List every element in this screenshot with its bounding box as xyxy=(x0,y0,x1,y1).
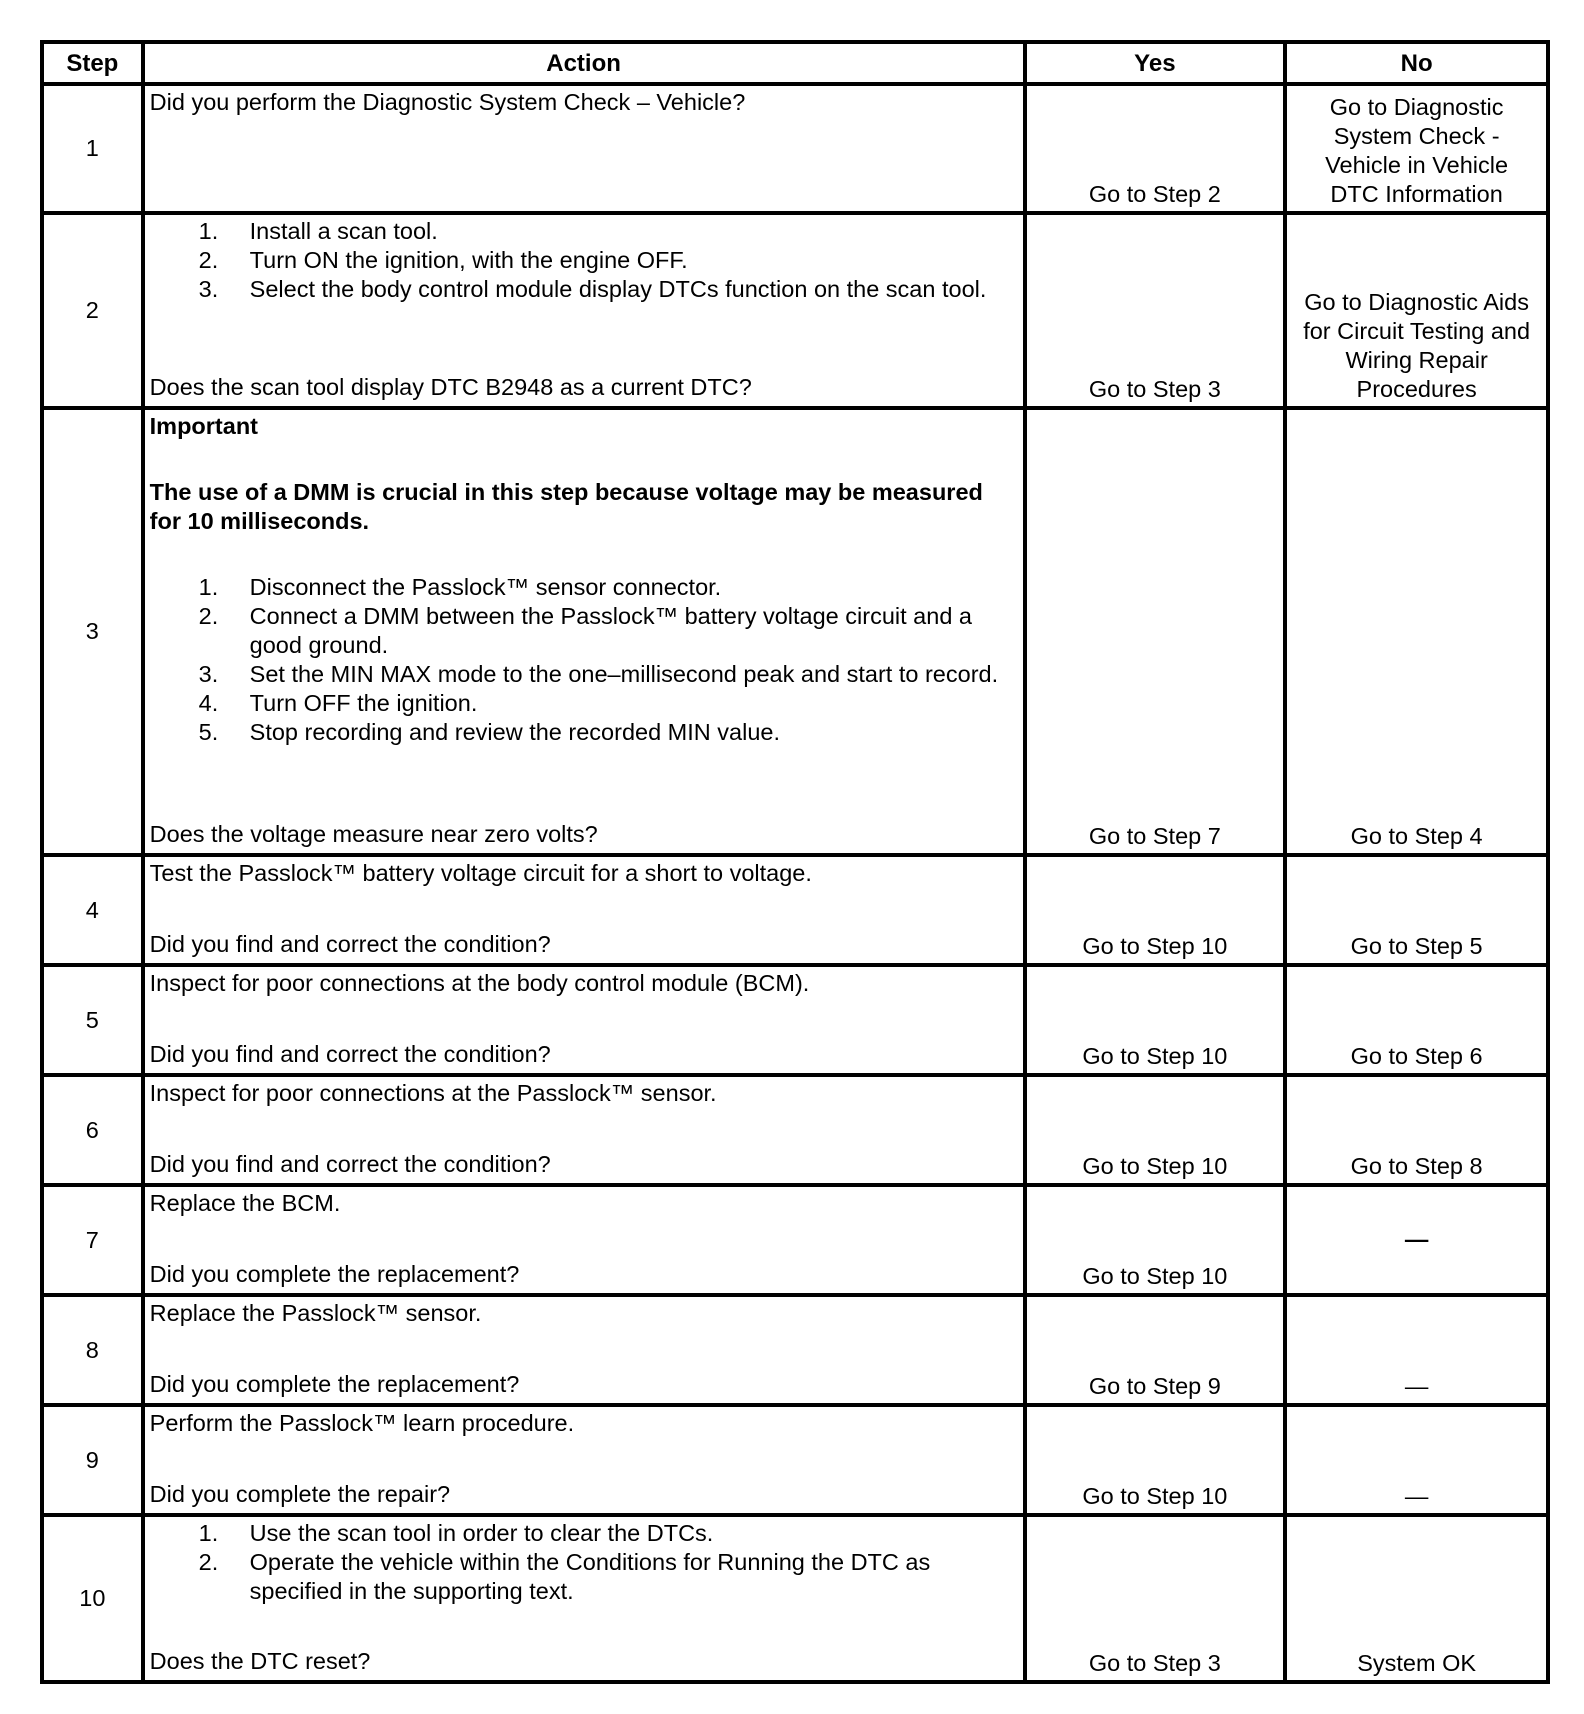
yes-link[interactable]: Go to Step 10 xyxy=(1025,1185,1286,1295)
important-heading: Important xyxy=(149,413,259,439)
action-question: Did you complete the repair? xyxy=(149,1481,451,1507)
yes-link[interactable]: Go to Step 2 xyxy=(1025,84,1286,213)
no-dash: — xyxy=(1285,1405,1548,1515)
step-number: 9 xyxy=(42,1405,143,1515)
action-text: Replace the BCM. xyxy=(149,1190,341,1216)
no-link[interactable]: Go to Diagnostic System Check - Vehicle in Vehicle DTC Information xyxy=(1285,84,1548,213)
no-dash: — xyxy=(1285,1185,1548,1295)
table-row xyxy=(42,213,1548,408)
no-link[interactable]: Go to Step 8 xyxy=(1285,1075,1548,1185)
table-header-row xyxy=(42,42,1548,84)
no-link[interactable]: Go to Step 5 xyxy=(1285,855,1548,965)
action-question: Did you complete the replacement? xyxy=(149,1371,520,1397)
header-action: Action xyxy=(143,42,1025,84)
table-row xyxy=(42,855,1548,965)
diagnostic-table xyxy=(40,40,1550,1684)
step-number: 5 xyxy=(42,965,143,1075)
instruction-item: 3. Select the body control module display DTCs function on the scan tool. xyxy=(198,276,987,302)
action-question: Did you find and correct the condition? xyxy=(149,1041,551,1067)
no-link[interactable]: Go to Step 4 xyxy=(1285,408,1548,855)
action-cell xyxy=(143,1295,1025,1405)
action-cell xyxy=(143,408,1025,855)
action-cell xyxy=(143,1185,1025,1295)
action-question: Did you complete the replacement? xyxy=(149,1261,520,1287)
yes-link[interactable]: Go to Step 7 xyxy=(1025,408,1286,855)
action-cell xyxy=(143,213,1025,408)
instruction-item: 2. Turn ON the ignition, with the engine OFF. xyxy=(198,247,688,273)
action-cell xyxy=(143,84,1025,213)
yes-link[interactable]: Go to Step 10 xyxy=(1025,855,1286,965)
step-number: 10 xyxy=(42,1515,143,1682)
table-row xyxy=(42,965,1548,1075)
instruction-list xyxy=(150,217,1019,304)
action-question: Does the scan tool display DTC B2948 as a current DTC? xyxy=(149,374,752,400)
instruction-item: 3. Set the MIN MAX mode to the one–millisecond peak and start to record. xyxy=(198,661,999,687)
table-row xyxy=(42,1185,1548,1295)
action-cell xyxy=(143,855,1025,965)
step-number: 6 xyxy=(42,1075,143,1185)
action-text: Replace the Passlock™ sensor. xyxy=(149,1300,482,1326)
step-number: 8 xyxy=(42,1295,143,1405)
table-row xyxy=(42,1515,1548,1682)
action-text: Inspect for poor connections at the body control module (BCM). xyxy=(149,970,810,996)
instruction-item: 1. Use the scan tool in order to clear the DTCs. xyxy=(198,1520,714,1546)
table-row xyxy=(42,84,1548,213)
step-number: 3 xyxy=(42,408,143,855)
table-row xyxy=(42,1075,1548,1185)
table-row xyxy=(42,408,1548,855)
no-link[interactable]: Go to Step 6 xyxy=(1285,965,1548,1075)
instruction-list xyxy=(150,1519,1019,1606)
table-row xyxy=(42,1405,1548,1515)
step-number: 2 xyxy=(42,213,143,408)
action-text: Perform the Passlock™ learn procedure. xyxy=(149,1410,575,1436)
instruction-item: 1. Disconnect the Passlock™ sensor connector. xyxy=(198,574,722,600)
table-row xyxy=(42,1295,1548,1405)
action-question: Does the voltage measure near zero volts? xyxy=(149,821,598,847)
yes-link[interactable]: Go to Step 10 xyxy=(1025,1405,1286,1515)
step-number: 7 xyxy=(42,1185,143,1295)
header-step: Step xyxy=(42,42,143,84)
action-cell xyxy=(143,1515,1025,1682)
action-question: Did you perform the Diagnostic System Check – Vehicle? xyxy=(149,89,746,115)
action-cell xyxy=(143,965,1025,1075)
important-note: The use of a DMM is crucial in this step because voltage may be measured for 10 milliseconds. xyxy=(149,479,983,534)
action-text: Inspect for poor connections at the Passlock™ sensor. xyxy=(149,1080,717,1106)
yes-link[interactable]: Go to Step 10 xyxy=(1025,1075,1286,1185)
action-question: Did you find and correct the condition? xyxy=(149,931,551,957)
instruction-list xyxy=(150,573,1019,747)
no-link[interactable]: Go to Diagnostic Aids for Circuit Testing and Wiring Repair Procedures xyxy=(1285,213,1548,408)
action-question: Does the DTC reset? xyxy=(149,1648,371,1674)
action-text: Test the Passlock™ battery voltage circuit for a short to voltage. xyxy=(149,860,812,886)
action-cell xyxy=(143,1075,1025,1185)
step-number: 4 xyxy=(42,855,143,965)
yes-link[interactable]: Go to Step 9 xyxy=(1025,1295,1286,1405)
yes-link[interactable]: Go to Step 3 xyxy=(1025,213,1286,408)
header-no: No xyxy=(1285,42,1548,84)
no-dash: — xyxy=(1285,1295,1548,1405)
header-yes: Yes xyxy=(1025,42,1286,84)
step-number: 1 xyxy=(42,84,143,213)
action-question: Did you find and correct the condition? xyxy=(149,1151,551,1177)
instruction-item: 1. Install a scan tool. xyxy=(198,218,438,244)
instruction-item: 5. Stop recording and review the recorded MIN value. xyxy=(198,719,780,745)
action-cell xyxy=(143,1405,1025,1515)
yes-link[interactable]: Go to Step 10 xyxy=(1025,965,1286,1075)
no-result: System OK xyxy=(1285,1515,1548,1682)
instruction-item: 2. Connect a DMM between the Passlock™ battery voltage circuit and a good ground. xyxy=(198,603,972,658)
instruction-item: 2. Operate the vehicle within the Conditions for Running the DTC as specified in the supporting text. xyxy=(198,1549,931,1604)
yes-link[interactable]: Go to Step 3 xyxy=(1025,1515,1286,1682)
instruction-item: 4. Turn OFF the ignition. xyxy=(198,690,478,716)
